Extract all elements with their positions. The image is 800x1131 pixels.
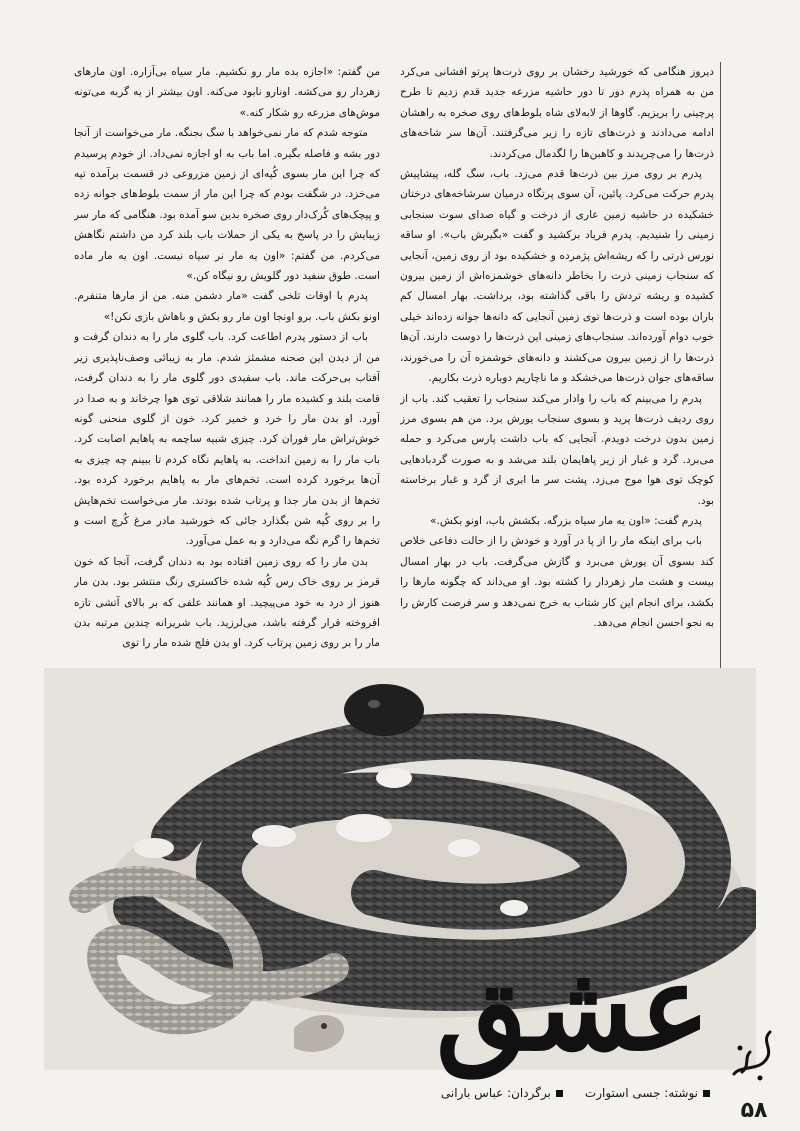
translator-credit (441, 1082, 563, 1104)
paragraph: دیروز هنگامی که خورشید رخشان بر روی ذرت‌ها پرتو افشانی می‌کرد من به همراه پدرم دور تا دور حاشیه مزرعه جدید قدم زدیم تا طرح پرچینی را بریزیم. گاوها از لابه‌لای شاه بلوط‌های روی صخره به راهشان ادامه می‌دادند و ذرت‌های تازه را زیر می‌گرفتند. آن‌ها سر شاخه‌های ذرت‌ها را می‌چریدند و کاهبن‌ها را لگدمال می‌کردند. (400, 66, 714, 160)
paragraph: بدن مار را که روی زمین افتاده بود به دندان گرفت، آنجا که خون قرمز بر روی خاک رس کُپه شده خاکستری رنگ منتشر بود. بدن مار هنوز از درد به خود می‌پیچید. او همانند علفی که بر بالای آتشی تازه افروخته قرار گرفته باشد، می‌لرزید. باب شریرانه چندین مرتبه بدن مار را بر روی زمین پرتاب کرد. او بدن فلج شده مار را توی (74, 555, 380, 650)
column-margin-rule (720, 62, 721, 672)
author-name: نوشته: جسی استوارت (584, 1086, 698, 1100)
paragraph: پدرم بر روی مرز بین ذرت‌ها قدم می‌زد. باب، سگ گله، پیشاپیش پدرم حرکت می‌کرد. پائین، آن سوی پرتگاه درمیان سرشاخه‌های درختان خشکیده در حاشیه زمین عاری از درخت و گیاه صدای سوت سنجابی زمینی را شنیدیم. پدرم فریاد برکشید و گفت «بگیرش باب». او ساقه نورس ذرتی را که ریشه‌اش پژمرده و خشکیده بود از روی زمین، آنجایی که سنجاب زمینی ذرت را بخاطر دانه‌های خوشمزه‌اش از زمین بیرون کشیده و ریشه تردش را باقی گذاشته بود، برداشت. بهار امسال کم باران بوده است و ذرت‌ها توی زمین آنجایی که دانه‌ها جوانه زده‌اند خیلی خوب دوام آورده‌اند. سنجاب‌های زمینی این ذرت‌ها را دوست دارند. آن‌ها ذرت‌ها را از زمین بیرون می‌کشند و دانه‌های خوشمزه آن را می‌خورند، ساقه‌های جوان ذرت‌ها می‌خشکد و ما ناچاریم دوباره ذرت بکاریم. (400, 168, 714, 385)
translator-name: برگردان: عباس بارانی (440, 1086, 551, 1100)
paragraph: من گفتم: «اجازه بده مار رو نکشیم. مار سیاه بی‌آزاره. اون مارهای زهردار رو می‌کشه. اونارو نابود می‌کنه. اون بیشتر از یه گربه می‌تونه موش‌های مزرعه رو شکار کنه.» (74, 66, 380, 119)
article-credits (420, 1082, 710, 1104)
page-number: ۵۸ (740, 1098, 768, 1123)
magazine-logo-icon (720, 1022, 782, 1092)
article-column-left (74, 62, 380, 662)
paragraph: پدرم گفت: «اون یه مار سیاه بزرگه. بکشش باب، اونو بکش.» (429, 514, 702, 527)
author-credit (585, 1082, 710, 1104)
paragraph: متوجه شدم که مار نمی‌خواهد با سگ بجنگه. مار می‌خواست از آنجا دور بشه و فاصله بگیره. اما باب به او اجازه نمی‌داد. از خودم پرسیدم که چرا این مار بسوی کُپه‌ای از زمین مزروعی در قسمت برآمده تپه می‌خزد. در شگفت بودم که چرا این مار از سمت بلوط‌های جوانه زده و پیچک‌های کُرک‌دار روی صخره بدین سو آمده بود. هنگامی که مار سر زیبایش را در پاسخ به یکی از حملات باب بلند کرد من داشتم نگاهش می‌کردم. من گفتم: «اون یه مار نر سیاه نیست. اون یه مار ماده است. طوق سفید دور گلویش رو نیگاه کن.» (74, 127, 380, 283)
paragraph: باب برای اینکه مار را از پا در آورد و خودش را از حالت دفاعی خلاص کند بسوی آن یورش می‌برد و گازش می‌گرفت. باب در بهار امسال بیست و هشت مار زهردار را کشته بود. او می‌داند که چگونه مارها را بکشد، برای انجام این کار شتاب به خرج نمی‌دهد و سر فرصت کارش را به نحو احسن انجام می‌دهد. (400, 535, 714, 629)
paragraph: پدرم با اوقات تلخی گفت «مار دشمن منه. من از مارها متنفرم. اونو بکش باب. برو اونجا اون مار رو بکش و باهاش بازی نکن!» (74, 290, 380, 323)
article-column-right (400, 62, 714, 662)
paragraph: پدرم را می‌بینم که باب را وادار می‌کند سنجاب را تعقیب کند. باب از روی ردیف ذرت‌ها پرید و بسوی سنجاب یورش برد. من هم بسوی مرز زمین بدون درخت دویدم. آنجایی که باب داشت پارس می‌کرد و حمله می‌برد. گرد و غبار از زیر پاهایمان بلند می‌شد و به صورت گردبادهایی کوچک توی هوا موج می‌زد. پشت سر ما ابری از گرد و غبار برخاسته بود. (400, 392, 714, 507)
bullet-square-icon (556, 1090, 563, 1097)
paragraph: باب از دستور پدرم اطاعت کرد. باب گلوی مار را به دندان گرفت و من از دیدن این صحنه مشمئز شدم. مار به زیبائی وصف‌ناپذیری زیر آفتاب بی‌حرکت ماند. باب سفیدی دور گلوی مار را به دندان گرفت، قامت بلند و کشیده مار را همانند شلاقی توی هوا چرخاند و به صدا در آورد. او بدن مار را خرد و خمیر کرد. خون از گلوی منحنی گونه خوش‌تراش مار فوران کرد. چیزی شبیه ساچمه به پاهایم اصابت کرد. باب مار را به زمین انداخت. به پاهایم نگاه کردم تا ببینم چه چیزی به آن‌ها برخورد کرده است. تخم‌های مار به پاهایم برخورد کرده بود. تخم‌ها از بدن مار جدا و پرتاب شده بودند. مار می‌خواست تخم‌هایش را بر روی کُپه شن بگذارد جائی که خورشید مادر مرغ کُرچ است و تخم‌ها را گرم نگه می‌دارد و به عمل می‌آورد. (74, 331, 380, 548)
bullet-square-icon (703, 1090, 710, 1097)
article-title: عشق (435, 938, 710, 1077)
